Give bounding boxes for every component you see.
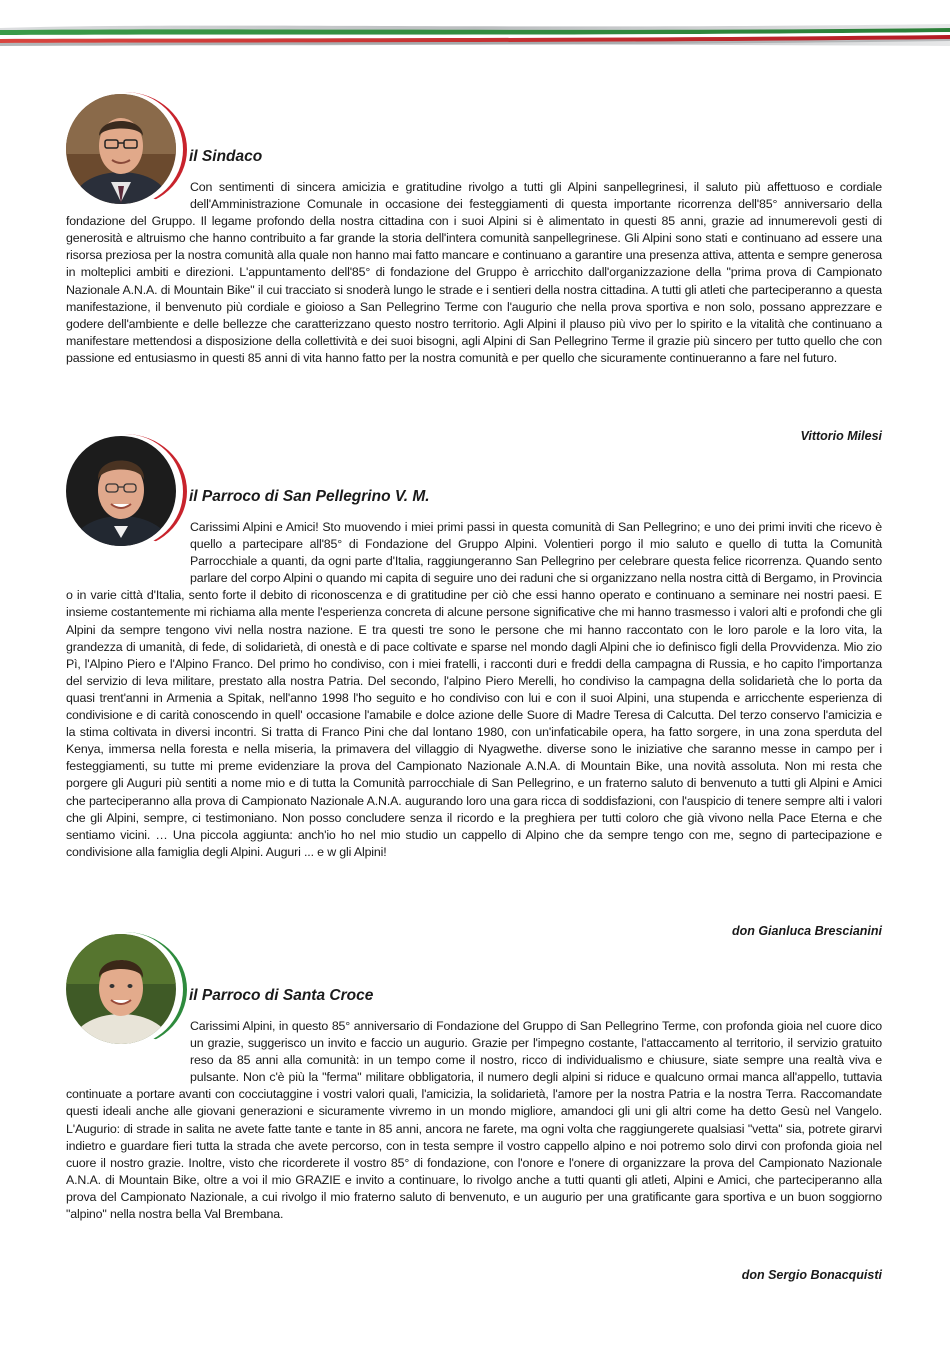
section-body: Con sentimenti di sincera amicizia e gratitudine rivolgo a tutti gli Alpini sanpellegrinesi, il saluto più affettuoso e cordiale dell'Amministrazione Comunale in occasione dei festeggiamenti di questa importante ricorrenza dell'85° anniversario della fondazione del Gruppo. Il legame profondo della nostra cittadina con i suoi Alpini si è alimentato in questi 85 anni, grazie ad innumerevoli gesti di generosità e altruismo che hanno contribuito a far grande la storia dell'intera comunità sanpellegrinese. Gli Alpini sono stati e continuano ad essere una risorsa preziosa per la nostra comunità alla quale non hanno mai fatto mancare e continuano a garantire una presenza attiva, attenta e sempre generosa in molteplici ambiti e direzioni. L'appuntamento dell'85° di fondazione del Gruppo è arricchito dall'organizzazione della "prima prova di Campionato Nazionale A.N.A. di Mountain Bike" il cui tracciato si snoderà lungo le strade e i sentieri della nostra cittadina. A tutti gli atleti che parteciperanno a questa manifestazione, il benvenuto più cordiale e gioioso a San Pellegrino Terme con l'augurio che nella prova sportiva e non solo, possano apprezzare e godere dell'ambiente e delle bellezze che caratterizzano questo nostro territorio. Agli Alpini il plauso più vivo per lo spirito e la vitalità che continuano a manifestare mettendosi a disposizione della collettività e dei suoi bisogni, agli Alpini di San Pellegrino Terme il grazie più sincero per tutto quello che con passione ed entusiasmo in questi 85 anni di vita hanno fatto per la nostra comunità e per quello che sicuramente continueranno a fare nel futuro. [66,180,882,365]
section-title: il Sindaco [189,148,263,165]
section-parroco-san-pellegrino [66,436,882,936]
signature: Vittorio Milesi [800,429,882,443]
section-body: Carissimi Alpini, in questo 85° anniversario di Fondazione del Gruppo di San Pellegrino Terme, con profonda gioia nel cuore dico un grazie, suggerisco un invito e faccio un augurio. Grazie per l'impegno costante, l'attaccamento al territorio, il servizio gratuito reso da 85 anni alla comunità: in un tempo come il nostro, ricco di individualismo e chiusure, siate sempre una realtà viva e pulsante. Non c'è più la "ferma" militare obbligatoria, il numero degli alpini si riduce e qualcuno ormai manca all'appello, tuttavia continuate a portare avanti con cocciutaggine i vostri valori quali, l'amicizia, la solidarietà, l'amore per la nostra Patria e la nostra Terra. Raccomandate questi ideali anche alle giovani generazioni e sicuramente vivremo in un mondo migliore, amandoci gli uni gli altri come ha detto Gesù nel Vangelo. L'Augurio: di strade in salita ne avete fatte tante e tante in 85 anni, ancora ne farete, ma ogni volta che raggiungerete qualsiasi "vetta" sia, potrete girarvi indietro e guardare fieri tutta la strada che avete percorso, con in testa sempre il vostro cappello alpino e noi potremo solo dirvi con profonda gioia nel cuore il nostro grazie. Inoltre, visto che ricorderete il vostro 85° di fondazione, con l'onore e l'onere di organizzare la prova del Campionato Nazionale A.N.A. di Mountain Bike, oltre a voi il mio GRAZIE e invito a continuare, lo rivolgo anche a tutti quanti gli atleti, Alpini e Amici, che parteciperanno alla prova del Campionato Nazionale, a cui rivolgo il mio fraterno saluto di benvenuto, e un augurio per una gratificante gara sportiva e un buon soggiorno "alpino" nella nostra bella Val Brembana. [66,1019,882,1222]
italian-flag-wave [0,0,950,52]
signature: don Sergio Bonacquisti [741,1268,882,1282]
section-title: il Parroco di Santa Croce [189,987,374,1004]
section-body: Carissimi Alpini e Amici! Sto muovendo i miei primi passi in questa comunità di San Pellegrino; e uno dei primi inviti che ricevo è quello a partecipare all'85° di Fondazione del Gruppo Alpini. Volentieri porgo il mio saluto e quello di tutta la Comunità Parrocchiale a quanti, da ogni parte d'Italia, raggiungeranno San Pellegrino per celebrare questa felice ricorrenza. Quando sento parlare del corpo Alpini o quando mi capita di seguire uno dei raduni che si organizzano nella nostra città di Bergamo, in Provincia o in varie città d'Italia, sento forte il debito di riconoscenza e di gratitudine per ciò che essi hanno operato e continuano a seminare nei nostri paesi. E insieme costantemente mi richiama alla mente l'esperienza concreta di alcune persone significative che mi hanno trasmesso i valori alti e profondi che gli Alpini da sempre tengono vivi nella nostra nazione. E tra questi tre sono le persone che mi hanno raccontato con le loro parole e la loro vita, la grandezza di umanità, di fede, di solidarietà, di onestà e di pace coltivate e sparse nel mondo dagli Alpini che io definisco figli della Provvidenza. Mio zio Pì, l'Alpino Piero e l'Alpino Franco. Del primo ho condiviso, con i miei fratelli, i racconti duri e freddi della campagna di Russia, e ho capito l'importanza del servizio di leva militare, prestato alla nostra Patria. Del secondo, l'alpino Piero Merelli, ho condiviso la campagna della solidarietà che lo porta da quasi trent'anni in Armenia a Spitak, nell'anno 1998 l'ho seguito e ho condiviso con lui e con il suoi Alpini, una stupenda e arricchente esperienza di condivisione e di carità conoscendo in quell' occasione l'amabile e dolce azione delle Suore di Madre Teresa di Calcutta. Del terzo conservo l'amicizia e la stima coltivata in diversi incontri. Si tratta di Franco Pini che dal lontano 1980, con un'infaticabile opera, ha fatto sorgere, in una zona sperduta del Kenya, immersa nella foresta e nella miseria, la primavera del villaggio di Nyagwethe. diverse sono le iniziative che saranno messe in campo per i festeggiamenti, su tutte mi preme evidenziare la prova del Campionato Nazionale A.N.A. di Mountain Bike, una novità assoluta. Non mi resta che porgere gli Auguri più sentiti a nome mio e di tutta la Comunità parrocchiale di San Pellegrino, e un fraterno saluto di benvenuto a tutti gli Alpini e Amici che parteciperanno alla prova di Campionato Nazionale A.N.A. augurando loro una gara ricca di soddisfazioni, con l'auspicio di tenere sempre alti i valori che gli Alpini, sempre, ci testimoniano. Non posso concludere senza il ricordo e la preghiera per tutti coloro che già vivono nella Pace Eterna e che sentiamo vicini. … Una piccola aggiunta: anch'io ho nel mio studio un cappello di Alpino che da sempre tengo con me, segno di partecipazione e condivisione alla famiglia degli Alpini. Auguri ... e w gli Alpini! [66,520,882,859]
tricolour-header-band [0,0,950,52]
section-parroco-santa-croce [66,934,882,1294]
signature: don Gianluca Brescianini [731,924,882,938]
section-title: il Parroco di San Pellegrino V. M. [189,488,430,505]
section-sindaco [66,94,882,446]
